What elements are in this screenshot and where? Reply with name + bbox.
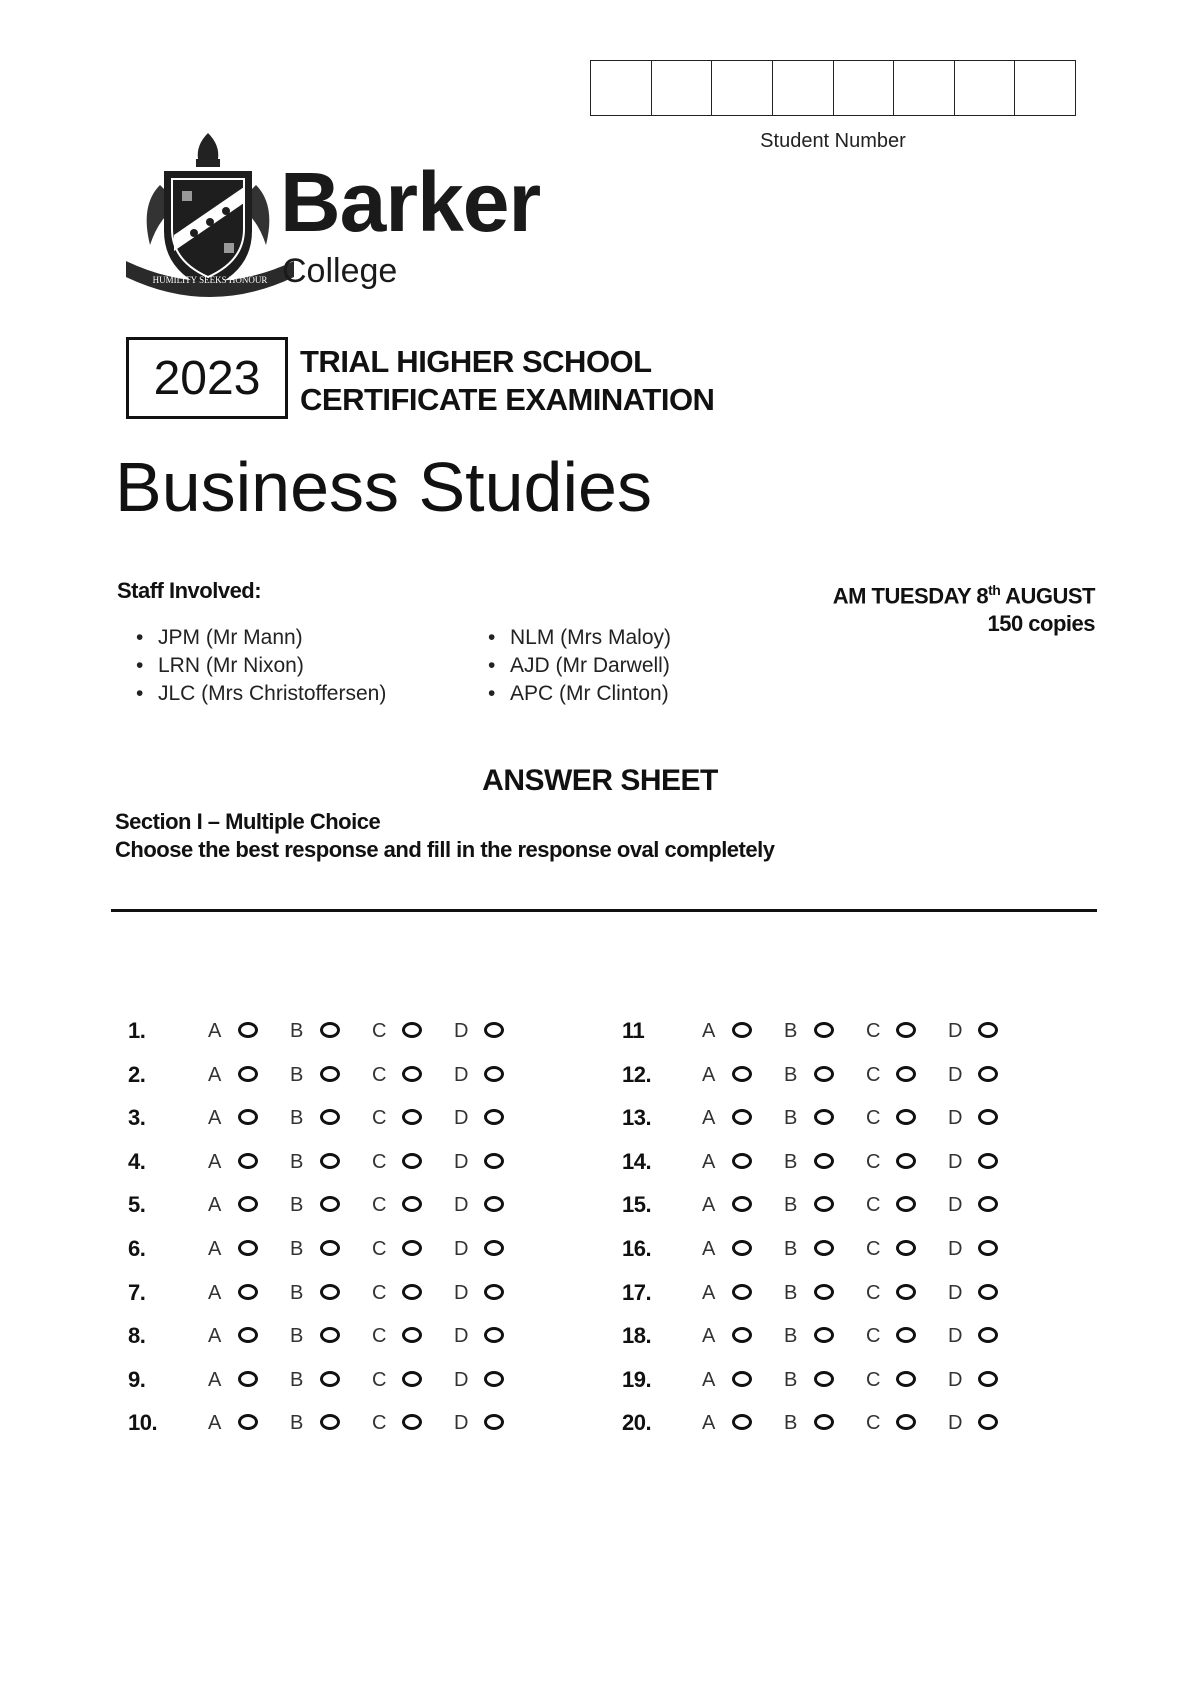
option-letter: A — [702, 1412, 716, 1435]
response-oval[interactable] — [238, 1371, 258, 1387]
option-letter: A — [208, 1281, 222, 1304]
section-heading — [115, 808, 774, 864]
question-number: 17. — [622, 1279, 652, 1305]
option-letter: B — [784, 1020, 798, 1042]
option-letter: A — [208, 1238, 222, 1260]
question-number: 2. — [128, 1061, 146, 1087]
option-letter: D — [948, 1325, 963, 1348]
response-oval[interactable] — [402, 1414, 422, 1430]
response-oval[interactable] — [238, 1196, 258, 1212]
response-oval[interactable] — [896, 1066, 916, 1082]
question-number: 18. — [622, 1323, 652, 1349]
option-letter: B — [784, 1107, 798, 1130]
response-oval[interactable] — [484, 1109, 504, 1125]
option-letter: C — [866, 1368, 881, 1391]
option-letter: C — [372, 1020, 387, 1042]
response-oval[interactable] — [978, 1327, 998, 1343]
response-oval[interactable] — [896, 1284, 916, 1300]
student-number-cell[interactable] — [955, 61, 1016, 115]
response-oval[interactable] — [320, 1284, 340, 1300]
response-oval[interactable] — [238, 1109, 258, 1125]
option-letter: A — [702, 1150, 716, 1173]
response-oval[interactable] — [402, 1153, 422, 1169]
response-oval[interactable] — [484, 1196, 504, 1212]
question-number: 14. — [622, 1148, 652, 1174]
response-oval[interactable] — [320, 1153, 340, 1169]
question-row — [622, 1149, 1082, 1179]
option-letter: B — [784, 1194, 798, 1217]
question-number: 20. — [622, 1410, 652, 1436]
student-number-cell[interactable] — [652, 61, 713, 115]
session-day-suffix: th — [988, 582, 1001, 598]
option-letter: D — [454, 1368, 469, 1391]
response-oval[interactable] — [814, 1153, 834, 1169]
divider-rule — [111, 909, 1097, 912]
option-letter: C — [866, 1194, 881, 1217]
response-oval[interactable] — [978, 1414, 998, 1430]
response-oval[interactable] — [320, 1022, 340, 1038]
response-oval[interactable] — [896, 1153, 916, 1169]
question-row — [128, 1236, 588, 1266]
option-letter: B — [784, 1368, 798, 1391]
exam-year: 2023 — [126, 337, 288, 419]
response-oval[interactable] — [484, 1153, 504, 1169]
exam-title-line2: CERTIFICATE EXAMINATION — [300, 382, 715, 417]
option-letter: D — [454, 1325, 469, 1348]
response-oval[interactable] — [814, 1284, 834, 1300]
option-letter: D — [454, 1063, 469, 1086]
option-letter: D — [454, 1238, 469, 1260]
option-letter: D — [454, 1281, 469, 1304]
response-oval[interactable] — [896, 1327, 916, 1343]
student-number-cell[interactable] — [834, 61, 895, 115]
question-number: 6. — [128, 1236, 146, 1261]
question-number: 10. — [128, 1410, 158, 1436]
response-oval[interactable] — [484, 1284, 504, 1300]
question-number: 15. — [622, 1192, 652, 1218]
question-row — [128, 1280, 588, 1310]
staff-label: Staff Involved: — [117, 578, 262, 603]
question-row — [128, 1018, 588, 1048]
option-letter: A — [208, 1368, 222, 1391]
response-oval[interactable] — [814, 1371, 834, 1387]
response-oval[interactable] — [484, 1240, 504, 1256]
response-oval[interactable] — [320, 1196, 340, 1212]
response-oval[interactable] — [814, 1066, 834, 1082]
question-row — [128, 1192, 588, 1222]
option-letter: A — [208, 1325, 222, 1348]
option-letter: D — [454, 1020, 469, 1042]
staff-list-right — [474, 624, 671, 708]
option-letter: A — [208, 1107, 222, 1130]
student-number-boxes — [590, 60, 1076, 116]
school-wordmark: Barker — [280, 155, 541, 249]
staff-member: • APC (Mr Clinton) — [474, 680, 671, 708]
option-letter: D — [454, 1412, 469, 1435]
response-oval[interactable] — [402, 1327, 422, 1343]
option-letter: A — [208, 1412, 222, 1435]
student-number-label: Student Number — [760, 130, 906, 152]
question-row — [622, 1192, 1082, 1222]
option-letter: C — [372, 1194, 387, 1217]
exam-title — [300, 343, 714, 419]
response-oval[interactable] — [732, 1196, 752, 1212]
question-row — [128, 1367, 588, 1397]
option-letter: D — [948, 1194, 963, 1217]
session-copies: 150 copies — [987, 611, 1095, 637]
question-row — [622, 1367, 1082, 1397]
option-letter: B — [784, 1150, 798, 1173]
option-letter: A — [702, 1107, 716, 1130]
response-oval[interactable] — [484, 1327, 504, 1343]
response-oval[interactable] — [238, 1066, 258, 1082]
option-letter: C — [372, 1238, 387, 1260]
response-oval[interactable] — [732, 1022, 752, 1038]
response-oval[interactable] — [238, 1240, 258, 1256]
session-date — [833, 576, 1095, 610]
staff-member: • AJD (Mr Darwell) — [474, 652, 671, 680]
question-row — [622, 1323, 1082, 1353]
response-oval[interactable] — [814, 1109, 834, 1125]
response-oval[interactable] — [320, 1240, 340, 1256]
response-oval[interactable] — [238, 1022, 258, 1038]
subject-title: Business Studies — [115, 448, 652, 526]
response-oval[interactable] — [978, 1284, 998, 1300]
response-oval[interactable] — [896, 1196, 916, 1212]
response-oval[interactable] — [814, 1196, 834, 1212]
option-letter: A — [702, 1281, 716, 1304]
response-oval[interactable] — [238, 1153, 258, 1169]
response-oval[interactable] — [238, 1284, 258, 1300]
option-letter: C — [372, 1107, 387, 1130]
response-oval[interactable] — [320, 1109, 340, 1125]
question-row — [128, 1410, 588, 1440]
question-number: 16. — [622, 1236, 652, 1261]
option-letter: A — [208, 1150, 222, 1173]
session-month: AUGUST — [1000, 583, 1095, 609]
option-letter: C — [866, 1107, 881, 1130]
option-letter: D — [948, 1063, 963, 1086]
option-letter: C — [866, 1325, 881, 1348]
option-letter: C — [866, 1150, 881, 1173]
response-oval[interactable] — [484, 1371, 504, 1387]
response-oval[interactable] — [896, 1022, 916, 1038]
option-letter: B — [290, 1412, 304, 1435]
question-number: 5. — [128, 1192, 146, 1218]
option-letter: A — [208, 1063, 222, 1086]
response-oval[interactable] — [896, 1414, 916, 1430]
school-wordmark-sub: College — [282, 252, 398, 290]
option-letter: B — [290, 1150, 304, 1173]
response-oval[interactable] — [732, 1371, 752, 1387]
option-letter: C — [866, 1412, 881, 1435]
option-letter: C — [866, 1238, 881, 1260]
question-row — [128, 1149, 588, 1179]
question-row — [622, 1236, 1082, 1266]
response-oval[interactable] — [732, 1153, 752, 1169]
student-number-cell[interactable] — [1015, 61, 1075, 115]
question-number: 9. — [128, 1366, 146, 1392]
response-oval[interactable] — [402, 1109, 422, 1125]
response-oval[interactable] — [978, 1022, 998, 1038]
option-letter: B — [784, 1325, 798, 1348]
response-oval[interactable] — [402, 1240, 422, 1256]
response-oval[interactable] — [978, 1153, 998, 1169]
response-oval[interactable] — [896, 1371, 916, 1387]
student-number-cell[interactable] — [773, 61, 834, 115]
option-letter: C — [372, 1412, 387, 1435]
option-letter: B — [290, 1194, 304, 1217]
question-row — [622, 1018, 1082, 1048]
option-letter: B — [290, 1325, 304, 1348]
option-letter: A — [702, 1063, 716, 1086]
question-number: 3. — [128, 1105, 146, 1131]
option-letter: D — [454, 1150, 469, 1173]
session-info — [833, 576, 1095, 638]
crest-motto: HUMILITY SEEKS HONOUR — [152, 275, 268, 285]
option-letter: D — [948, 1020, 963, 1042]
response-oval[interactable] — [814, 1240, 834, 1256]
question-number: 7. — [128, 1279, 146, 1305]
response-oval[interactable] — [484, 1414, 504, 1430]
response-oval[interactable] — [732, 1414, 752, 1430]
response-oval[interactable] — [814, 1327, 834, 1343]
option-letter: B — [784, 1063, 798, 1086]
option-letter: C — [372, 1368, 387, 1391]
option-letter: A — [208, 1020, 222, 1042]
student-number-cell[interactable] — [894, 61, 955, 115]
staff-member: • JLC (Mrs Christoffersen) — [122, 680, 386, 708]
response-oval[interactable] — [978, 1066, 998, 1082]
option-letter: B — [784, 1412, 798, 1435]
option-letter: A — [702, 1020, 716, 1042]
option-letter: D — [454, 1107, 469, 1130]
section-title: Section I – Multiple Choice — [115, 809, 381, 834]
staff-member: • LRN (Mr Nixon) — [122, 652, 386, 680]
question-number: 19. — [622, 1366, 652, 1392]
option-letter: B — [290, 1238, 304, 1260]
option-letter: C — [372, 1150, 387, 1173]
section-instruction: Choose the best response and fill in the response oval completely — [115, 837, 775, 862]
option-letter: B — [290, 1281, 304, 1304]
answer-sheet-title: ANSWER SHEET — [482, 764, 718, 797]
question-row — [128, 1105, 588, 1135]
option-letter: A — [208, 1194, 222, 1217]
response-oval[interactable] — [896, 1240, 916, 1256]
response-oval[interactable] — [978, 1109, 998, 1125]
response-oval[interactable] — [402, 1371, 422, 1387]
option-letter: D — [948, 1281, 963, 1304]
option-letter: B — [784, 1238, 798, 1260]
option-letter: B — [290, 1107, 304, 1130]
option-letter: A — [702, 1238, 716, 1260]
response-oval[interactable] — [732, 1066, 752, 1082]
option-letter: D — [948, 1150, 963, 1173]
staff-member: • JPM (Mr Mann) — [122, 624, 386, 652]
question-number: 12. — [622, 1061, 652, 1087]
response-oval[interactable] — [732, 1284, 752, 1300]
student-number-cell[interactable] — [591, 61, 652, 115]
response-oval[interactable] — [732, 1109, 752, 1125]
response-oval[interactable] — [320, 1414, 340, 1430]
response-oval[interactable] — [978, 1240, 998, 1256]
response-oval[interactable] — [732, 1240, 752, 1256]
response-oval[interactable] — [814, 1414, 834, 1430]
option-letter: C — [866, 1063, 881, 1086]
response-oval[interactable] — [402, 1022, 422, 1038]
response-oval[interactable] — [484, 1066, 504, 1082]
option-letter: B — [290, 1020, 304, 1042]
question-number: 4. — [128, 1148, 146, 1174]
response-oval[interactable] — [320, 1371, 340, 1387]
staff-member: • NLM (Mrs Maloy) — [474, 624, 671, 652]
question-row — [622, 1105, 1082, 1135]
student-number-cell[interactable] — [712, 61, 773, 115]
question-number: 8. — [128, 1323, 146, 1349]
question-row — [622, 1062, 1082, 1092]
option-letter: D — [948, 1412, 963, 1435]
response-oval[interactable] — [484, 1022, 504, 1038]
option-letter: D — [454, 1194, 469, 1217]
session-day: AM TUESDAY 8 — [832, 583, 989, 609]
option-letter: A — [702, 1194, 716, 1217]
response-oval[interactable] — [320, 1066, 340, 1082]
option-letter: B — [784, 1281, 798, 1304]
question-number: 13. — [622, 1105, 652, 1131]
option-letter: D — [948, 1238, 963, 1260]
option-letter: C — [866, 1281, 881, 1304]
option-letter: B — [290, 1063, 304, 1086]
question-row — [622, 1280, 1082, 1310]
response-oval[interactable] — [238, 1327, 258, 1343]
response-oval[interactable] — [402, 1066, 422, 1082]
option-letter: A — [702, 1325, 716, 1348]
response-oval[interactable] — [896, 1109, 916, 1125]
response-oval[interactable] — [402, 1196, 422, 1212]
question-number: 1. — [128, 1018, 146, 1043]
exam-title-line1: TRIAL HIGHER SCHOOL — [300, 344, 652, 379]
option-letter: C — [372, 1063, 387, 1086]
response-oval[interactable] — [238, 1414, 258, 1430]
response-oval[interactable] — [402, 1284, 422, 1300]
response-oval[interactable] — [978, 1371, 998, 1387]
response-oval[interactable] — [814, 1022, 834, 1038]
question-row — [128, 1062, 588, 1092]
question-row — [622, 1410, 1082, 1440]
staff-list-left — [122, 624, 386, 708]
option-letter: D — [948, 1368, 963, 1391]
option-letter: C — [866, 1020, 881, 1042]
option-letter: B — [290, 1368, 304, 1391]
question-number: 11 — [622, 1018, 645, 1043]
response-oval[interactable] — [732, 1327, 752, 1343]
option-letter: C — [372, 1325, 387, 1348]
option-letter: A — [702, 1368, 716, 1391]
response-oval[interactable] — [978, 1196, 998, 1212]
question-row — [128, 1323, 588, 1353]
response-oval[interactable] — [320, 1327, 340, 1343]
option-letter: C — [372, 1281, 387, 1304]
option-letter: D — [948, 1107, 963, 1130]
